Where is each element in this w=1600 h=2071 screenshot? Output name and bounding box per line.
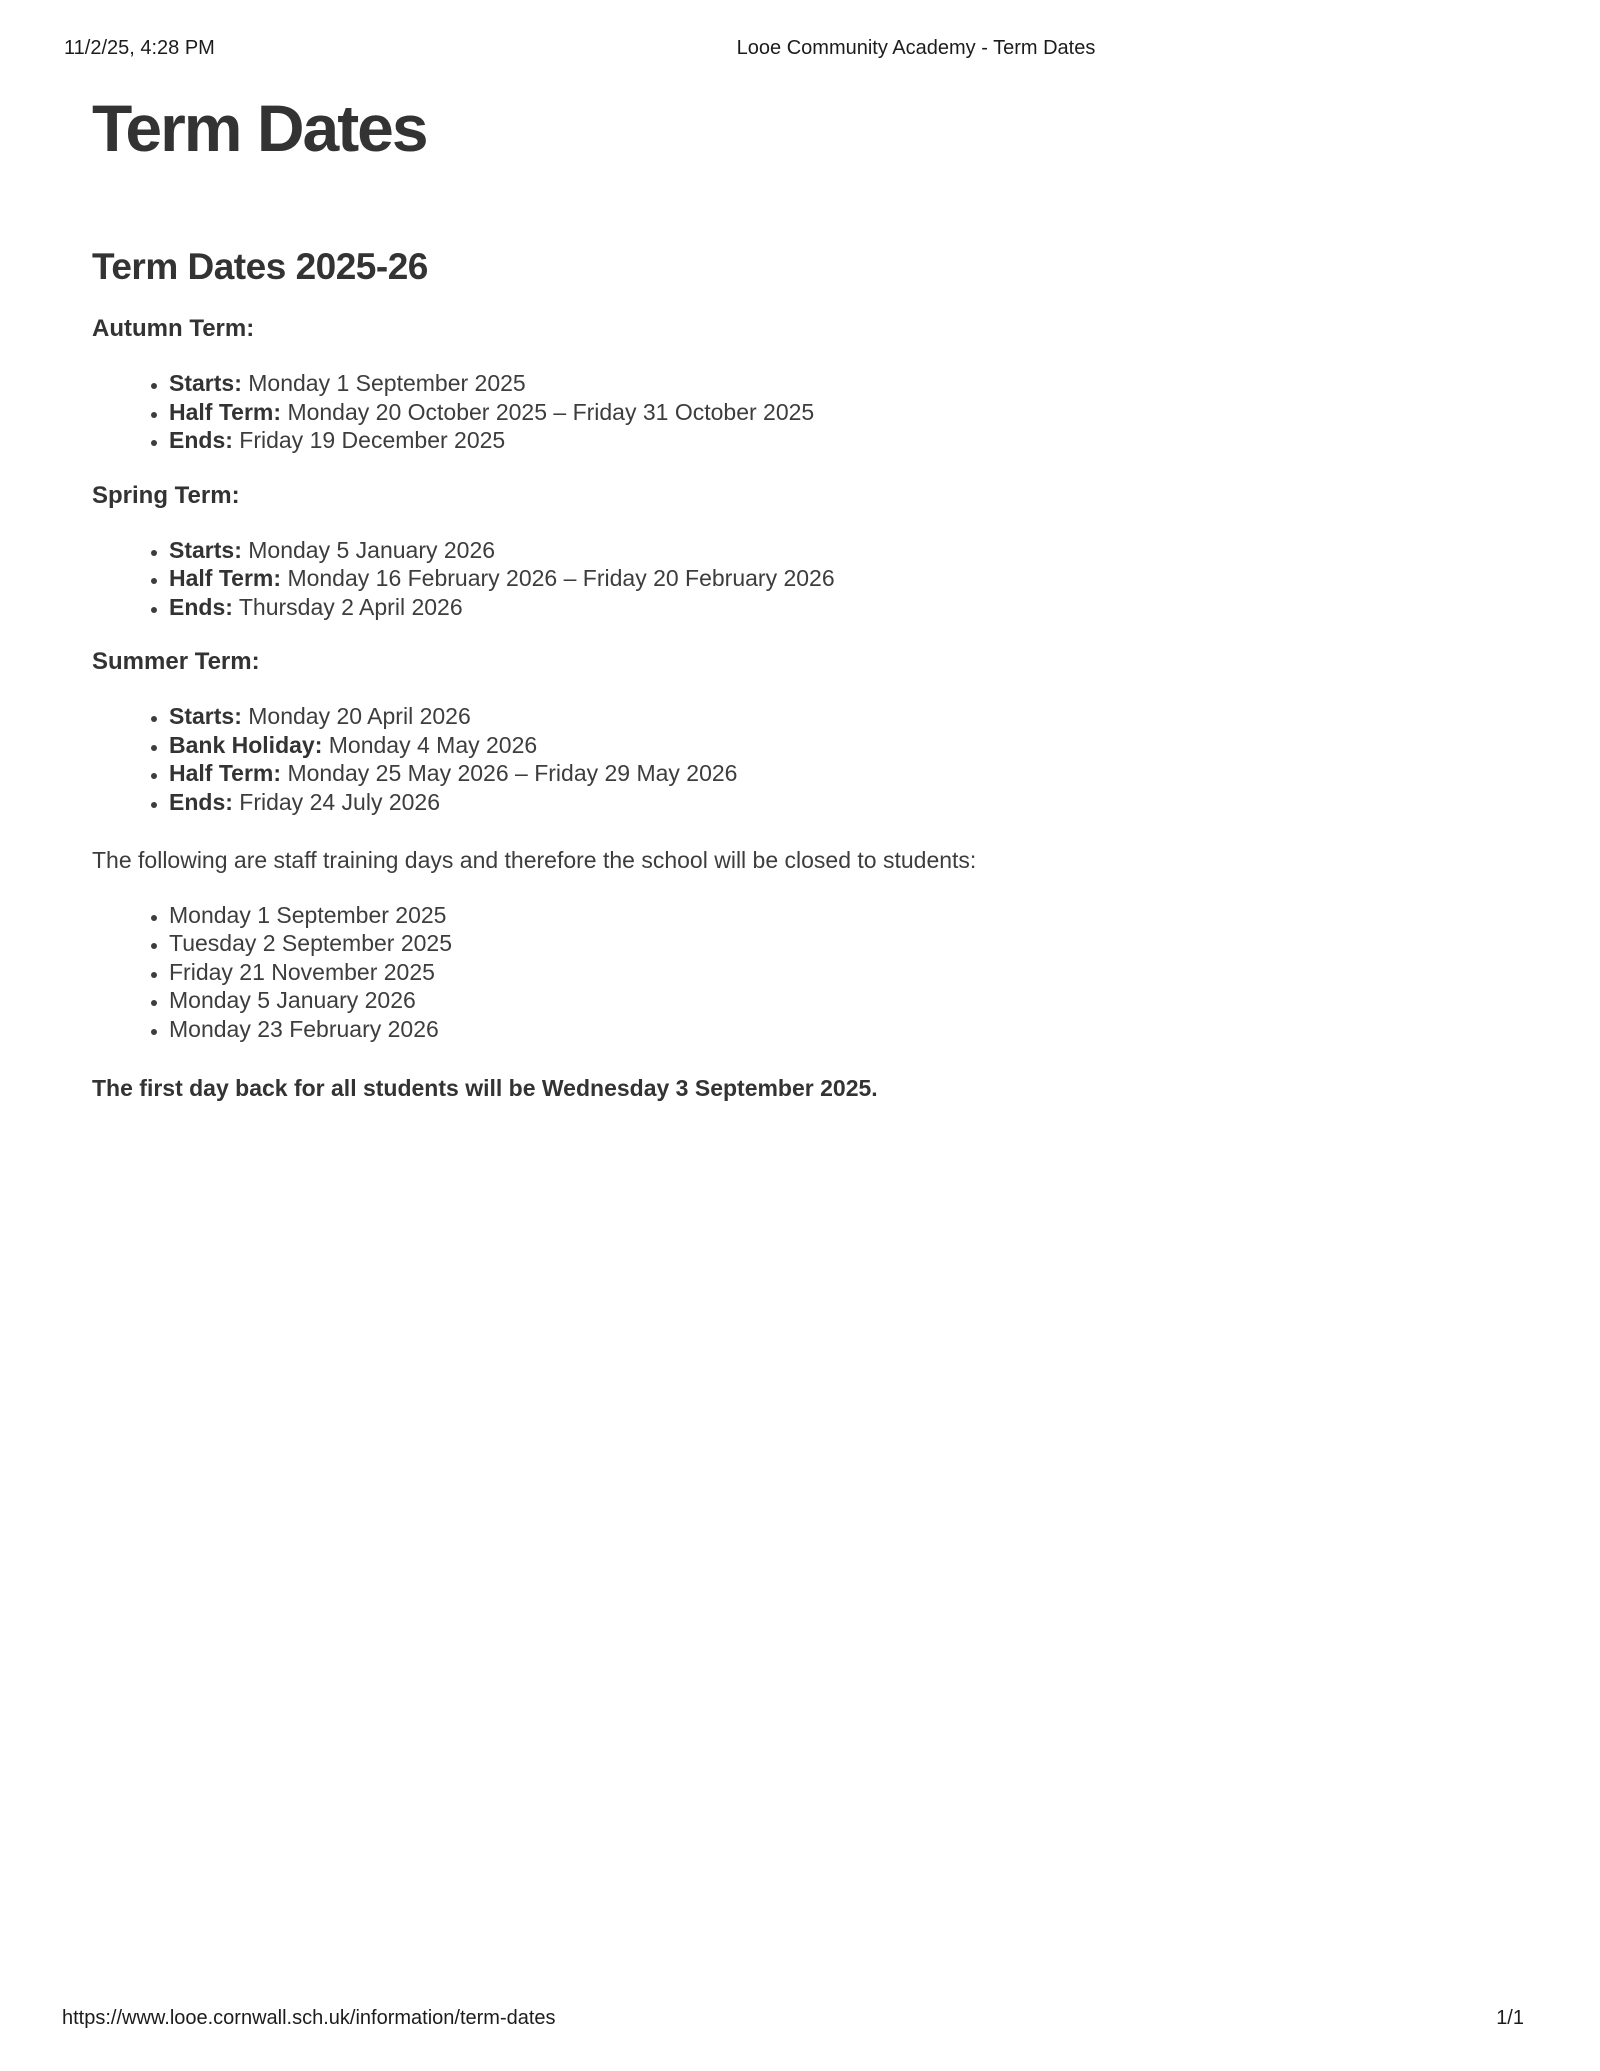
list-item: • Tuesday 2 September 2025 — [169, 929, 1510, 958]
item-text: Monday 4 May 2026 — [328, 731, 538, 758]
term-list-spring — [92, 536, 1510, 622]
list-item: • Friday 21 November 2025 — [169, 958, 1510, 987]
item-label: Starts: — [169, 536, 242, 563]
print-footer-url: https://www.looe.cornwall.sch.uk/information/term-dates — [62, 2007, 556, 2029]
item-text: Friday 19 December 2025 — [239, 427, 506, 453]
item-label: Bank Holiday: — [169, 731, 323, 758]
item-label: Ends: — [169, 788, 233, 815]
list-item — [169, 702, 1510, 731]
page-title: Term Dates — [92, 91, 427, 165]
term-heading-summer: Summer Term: — [92, 648, 260, 675]
list-item — [169, 731, 1510, 760]
term-list-autumn — [92, 369, 1510, 455]
list-item — [169, 398, 1510, 427]
list-item — [169, 759, 1510, 788]
item-text: Monday 5 January 2026 — [248, 536, 496, 563]
training-days-list — [92, 901, 1510, 1044]
item-label: Ends: — [169, 593, 233, 620]
item-label: Half Term: — [169, 398, 282, 425]
item-text: Monday 16 February 2026 – Friday 20 February 2026 — [287, 565, 835, 591]
item-text: Monday 20 April 2026 — [248, 703, 471, 729]
item-text: Friday 24 July 2026 — [239, 788, 441, 815]
item-label: Half Term: — [169, 760, 282, 786]
section-heading: Term Dates 2025-26 — [92, 246, 428, 287]
item-label: Half Term: — [169, 565, 282, 591]
list-item — [169, 426, 1510, 455]
document-content — [0, 90, 1600, 1103]
training-days-intro: The following are staff training days and therefore the school will be closed to students: — [92, 847, 977, 873]
list-item: • Monday 1 September 2025 — [169, 901, 1510, 930]
term-heading-spring: Spring Term: — [92, 481, 240, 509]
list-item — [169, 369, 1510, 398]
print-footer-page-number: 1/1 — [1496, 2007, 1524, 2029]
term-heading-autumn: Autumn Term: — [92, 315, 255, 342]
item-text: Monday 1 September 2025 — [248, 370, 526, 396]
list-item — [169, 593, 1510, 622]
print-header-datetime: 11/2/25, 4:28 PM — [64, 37, 215, 59]
list-item: • Monday 5 January 2026 — [169, 986, 1510, 1015]
closing-note: The first day back for all students will be Wednesday 3 September 2025. — [92, 1075, 878, 1101]
item-label: Starts: — [169, 703, 242, 729]
item-text: Monday 25 May 2026 – Friday 29 May 2026 — [287, 760, 738, 786]
item-text: Monday 20 October 2025 – Friday 31 October 2025 — [287, 398, 815, 425]
item-label: Ends: — [169, 427, 233, 453]
list-item: • Monday 23 February 2026 — [169, 1015, 1510, 1044]
list-item — [169, 564, 1510, 593]
list-item — [169, 536, 1510, 565]
print-header-title: Looe Community Academy - Term Dates — [736, 37, 1096, 59]
item-label: Starts: — [169, 370, 242, 396]
list-item — [169, 788, 1510, 817]
item-text: Thursday 2 April 2026 — [238, 593, 463, 620]
term-list-summer — [92, 702, 1510, 816]
